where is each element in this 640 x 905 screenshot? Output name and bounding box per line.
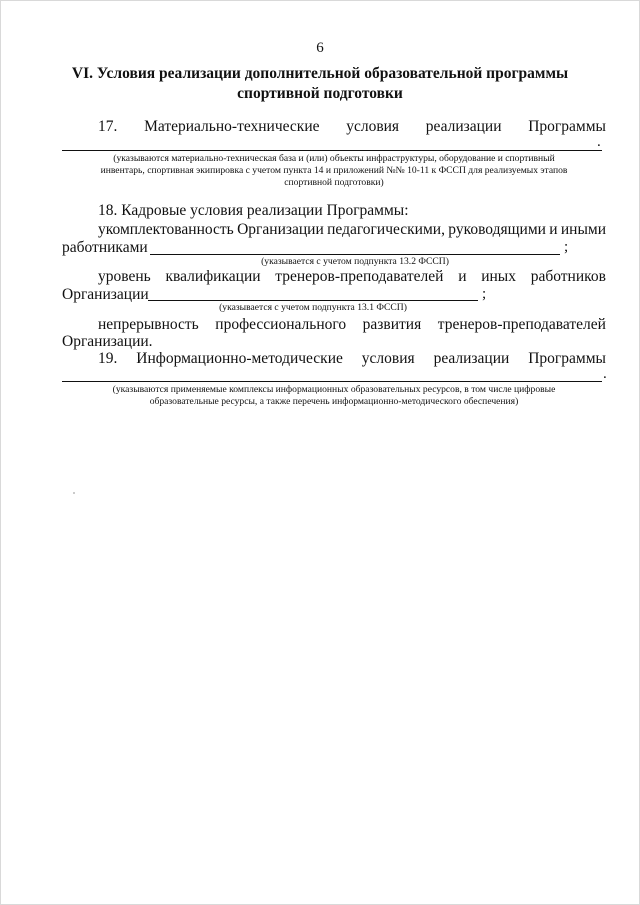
item-19-note-line-1: (указываются применяемые комплексы информационных образовательных ресурсов, в том числе цифровые — [112, 384, 556, 395]
item-19-fill-line — [62, 381, 602, 382]
qualification-line-2-label: Организации — [62, 286, 149, 303]
item-19-word: Программы — [528, 350, 606, 367]
continuity-line-1 — [98, 316, 606, 334]
qualification-fill-line — [148, 300, 478, 301]
continuity-line-2: Организации. — [62, 333, 153, 350]
item-17-note-line-1: (указываются материально-техническая база и (или) объекты инфраструктуры, оборудование и спортивный — [113, 153, 555, 164]
qualification-word: тренеров-преподавателей — [275, 268, 444, 285]
staffing-word: укомплектованность — [98, 221, 234, 238]
staffing-line-2-label: работниками — [62, 239, 148, 256]
item-19-word: Информационно-методические — [136, 350, 343, 367]
item-18-heading: 18. Кадровые условия реализации Программы: — [98, 202, 409, 219]
item-19-line — [98, 350, 606, 368]
item-17-end-mark: . — [597, 134, 601, 150]
item-17-fill-line — [62, 150, 602, 151]
item-17-line — [98, 118, 606, 136]
staffing-line-1 — [98, 221, 606, 239]
item-19-word: реализации — [433, 350, 510, 367]
section-title-line-2: спортивной подготовки — [237, 85, 403, 102]
qualification-end-mark: ; — [482, 286, 487, 302]
staffing-word: руководящими — [448, 221, 546, 238]
item-17-note-line-3: спортивной подготовки) — [284, 177, 384, 188]
qualification-word: работников — [530, 268, 606, 285]
item-19-number: 19. — [98, 350, 118, 367]
staffing-word: Организации — [237, 221, 324, 238]
item-17-word: Материально-технические — [144, 118, 320, 135]
item-17-note-line-2: инвентарь, спортивная экипировка с учетом пункта 14 и приложений №№ 10-11 к ФССП для реализуемых этапов — [100, 165, 568, 176]
qualification-word: и — [458, 268, 467, 285]
item-19-word: условия — [361, 350, 415, 367]
item-17-word: Программы — [528, 118, 606, 135]
continuity-word: тренеров-преподавателей — [437, 316, 606, 333]
continuity-word: развития — [362, 316, 422, 333]
page-number: 6 — [316, 40, 324, 56]
scan-speck — [73, 492, 75, 494]
continuity-word: непрерывность — [98, 316, 199, 333]
qualification-word: уровень — [98, 268, 151, 285]
item-19-end-mark: . — [603, 366, 607, 382]
qualification-word: квалификации — [165, 268, 261, 285]
staffing-word: педагогическими, — [327, 221, 445, 238]
continuity-word: профессионального — [215, 316, 347, 333]
staffing-fill-line — [150, 254, 560, 255]
item-17-number: 17. — [98, 118, 118, 135]
staffing-note: (указывается с учетом подпункта 13.2 ФССП) — [261, 256, 449, 267]
item-17-word: реализации — [425, 118, 502, 135]
item-17-word: условия — [346, 118, 400, 135]
qualification-word: иных — [481, 268, 516, 285]
qualification-note: (указывается с учетом подпункта 13.1 ФССП) — [219, 302, 407, 313]
item-19-note-line-2: образовательные ресурсы, а также перечень информационно-методического обеспечения) — [149, 396, 519, 407]
section-title-line-1: VI. Условия реализации дополнительной образовательной программы — [71, 65, 569, 82]
staffing-word: и — [549, 221, 558, 238]
staffing-word: иными — [560, 221, 606, 238]
qualification-line-1 — [98, 268, 606, 286]
staffing-end-mark: ; — [564, 239, 569, 255]
